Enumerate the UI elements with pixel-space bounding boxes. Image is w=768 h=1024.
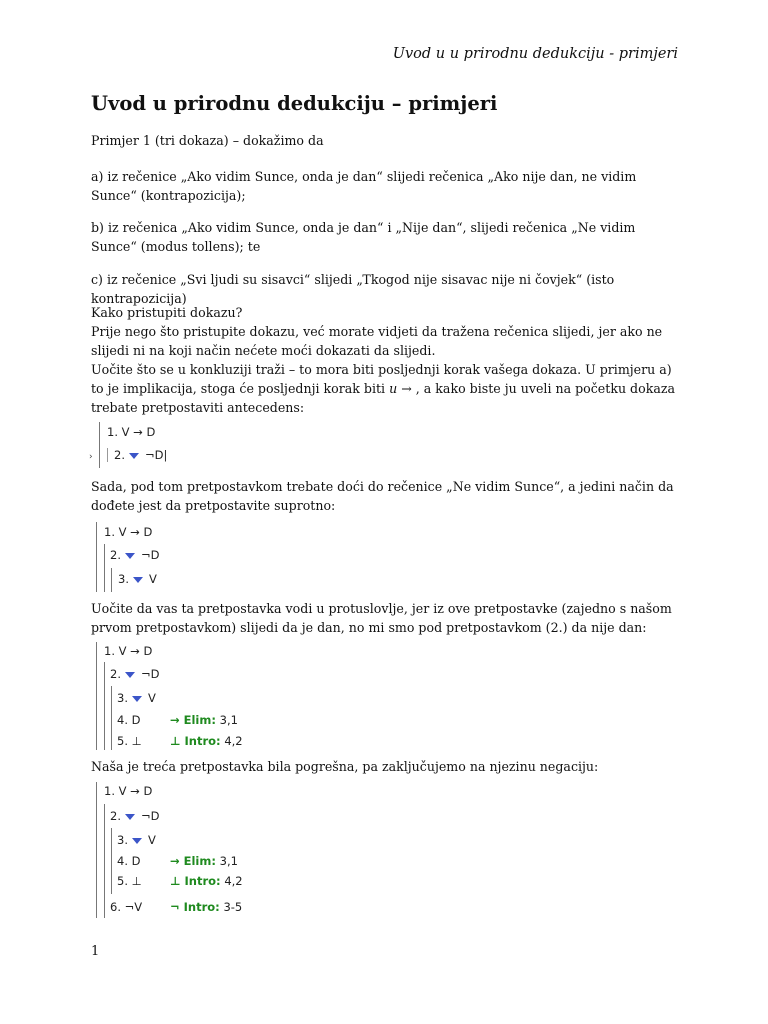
proof-line-3: 3. V [117,691,156,705]
proof-line-3: 3. V [117,833,156,847]
proof-line-5: 5. ⊥ [117,874,142,888]
how-paragraph-1: Prije nego što pristupite dokazu, već morate vidjeti da tražena rečenica slijedi, jer ako ne slijedi ni na koji način nećete moći dokazati da slijedi. [91,324,663,358]
how-paragraph-2 [91,360,681,417]
subproof-bar [111,568,112,592]
uocite-paragraph: Uočite da vas ta pretpostavka vodi u protuslovlje, jer iz ove pretpostavke (zajedno s našom prvom pretpostavkom) slijedi da je dan, no mi smo pod pretpostavkom (2.) da nije dan: [91,601,672,635]
subproof-bar [104,804,105,918]
subproof-bar [111,828,112,894]
proof-line-2: 2. ¬D [110,809,160,823]
dropdown-triangle-icon[interactable] [132,838,142,844]
nasa-paragraph: Naša je treća pretpostavka bila pogrešna, pa zaključujemo na njezinu negaciju: [91,759,599,774]
subproof-bar [104,662,105,750]
how-heading: Kako pristupiti dokazu? [91,305,243,320]
proof-step-2 [96,520,296,592]
proof-line-1: 1. V → D [104,784,153,798]
proof-scope-bar [99,422,100,468]
rule-justification-4: → Elim: 3,1 [170,854,238,868]
dropdown-triangle-icon[interactable] [129,453,139,459]
page-title: Uvod u prirodnu dedukciju – primjeri [91,92,498,115]
proof-line-4: 4. D [117,854,141,868]
dropdown-triangle-icon[interactable] [125,553,135,559]
how-paragraph-2-start: Uočite što se u konkluziji traži – to mora biti posljednji korak vašega dokaza. U primjeru a) to je implikacija, stoga će posljednji korak biti [91,362,672,396]
proof-line-6: 6. ¬V [110,900,143,914]
proof-step-4 [96,780,356,920]
item-a: a) iz rečenice „Ako vidim Sunce, onda je dan“ slijedi rečenica „Ako nije dan, ne vidim Sunce“ (kontrapozicija); [91,169,637,203]
rule-justification-5: ⊥ Intro: 4,2 [170,734,243,748]
rule-justification-6: ¬ Intro: 3-5 [170,900,243,914]
dropdown-triangle-icon[interactable] [133,577,143,583]
proof-line-2: 2. ¬D [110,667,160,681]
page-number: 1 [91,944,100,959]
rule-justification-5: ⊥ Intro: 4,2 [170,874,243,888]
proof-step-3 [96,640,356,752]
running-header: Uvod u u prirodnu dedukciju - primjeri [392,46,678,62]
proof-line-5: 5. ⊥ [117,734,142,748]
proof-scope-bar [96,782,97,918]
item-b: b) iz rečenica „Ako vidim Sunce, onda je dan“ i „Nije dan“, slijedi rečenica „Ne vidim Sunce“ (modus tollens); te [91,220,636,254]
proof-step-1 [89,420,296,470]
dropdown-triangle-icon[interactable] [125,672,135,678]
sada-paragraph: Sada, pod tom pretpostavkom trebate doći do rečenice „Ne vidim Sunce“, a jedini način da dođete jest da pretpostavite suprotno: [91,479,674,513]
proof-line-2: 2. ¬D [110,548,160,562]
how-paragraph-2-end: , a kako biste ju uveli na početku dokaza trebate pretpostaviti antecedens: [91,381,675,415]
dropdown-triangle-icon[interactable] [132,696,142,702]
proof-scope-bar [96,522,97,592]
item-c: c) iz rečenice „Svi ljudi su sisavci“ slijedi „Tkogod nije sisavac nije ni čovjek“ (isto kontrapozicija) [91,272,615,306]
proof-line-1: 1. V → D [104,525,153,539]
rule-justification-4: → Elim: 3,1 [170,713,238,727]
subproof-bar [104,544,105,592]
intro-text: Primjer 1 (tri dokaza) – dokažimo da [91,133,324,148]
proof-line-1: 1. V → D [104,644,153,658]
subproof-bar [111,686,112,750]
proof-line-4: 4. D [117,713,141,727]
dropdown-triangle-icon[interactable] [125,814,135,820]
subproof-bar: 2. ¬D| [107,448,167,462]
cursor-marker: › [89,452,93,462]
proof-line-1: 1. V → D [107,425,156,439]
math-implication: u → [389,381,412,396]
proof-line-2 [107,448,167,462]
proof-line-3: 3. V [118,572,157,586]
proof-scope-bar [96,642,97,750]
